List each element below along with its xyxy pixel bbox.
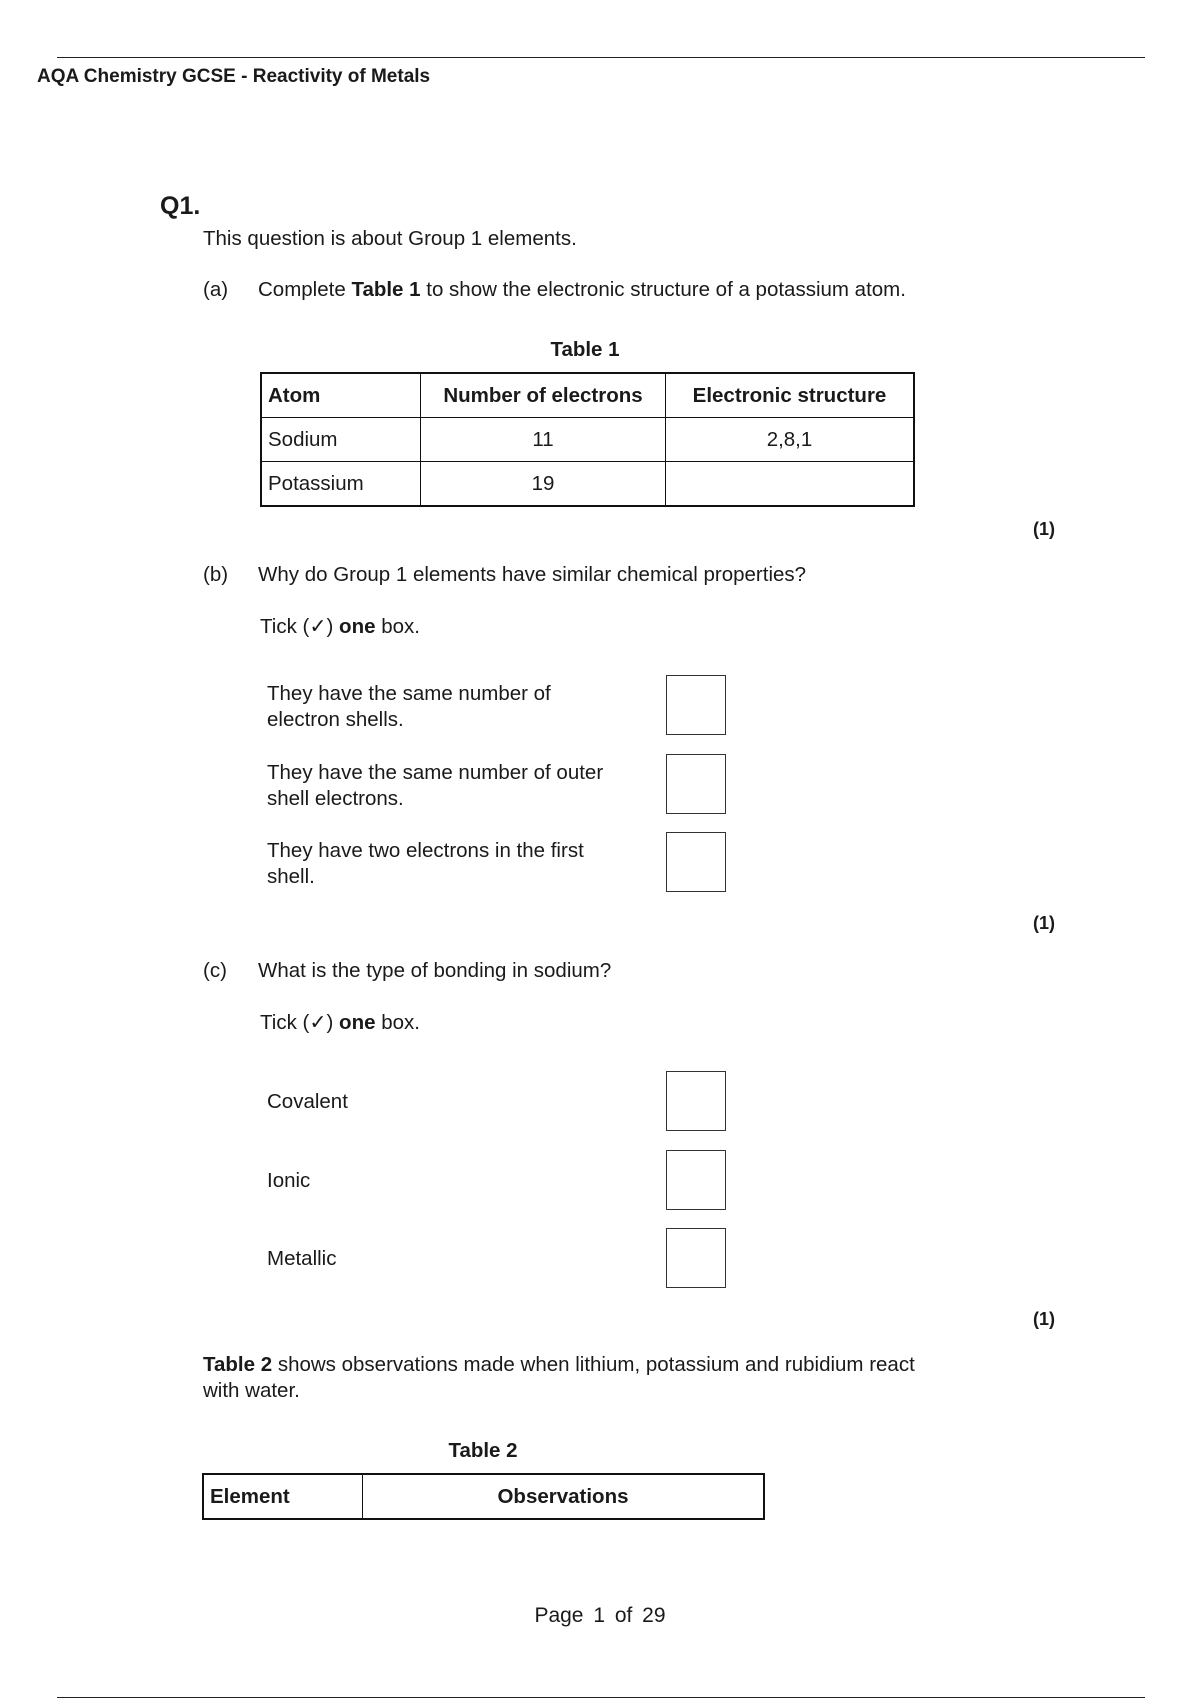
part-a-prefix: Complete	[258, 278, 352, 301]
table1-cell-electrons: 11	[421, 418, 666, 462]
part-c-option-metallic: Metallic	[267, 1247, 337, 1270]
option-line: They have the same number of outer	[267, 761, 604, 784]
table2-intro-text: shows observations made when lithium, potassium and rubidium react	[272, 1353, 915, 1376]
part-c-option-ionic: Ionic	[267, 1169, 311, 1192]
question-number: Q1.	[160, 192, 201, 220]
table1-header-electrons: Number of electrons	[421, 373, 666, 418]
part-b-option-3	[267, 838, 647, 890]
part-b-question: Why do Group 1 elements have similar chemical properties?	[258, 563, 807, 586]
part-c-question: What is the type of bonding in sodium?	[258, 959, 612, 982]
part-c-tick-instruction	[260, 1010, 420, 1036]
table2-intro	[203, 1352, 915, 1404]
part-c-option-covalent: Covalent	[267, 1090, 348, 1113]
part-b-checkbox-3[interactable]	[666, 832, 726, 892]
tick-prefix: Tick (✓)	[260, 615, 340, 638]
part-c-checkbox-covalent[interactable]	[666, 1071, 726, 1131]
table2	[202, 1473, 765, 1520]
part-b-marks: (1)	[1033, 913, 1055, 933]
part-b-option-2	[267, 760, 647, 812]
table2-intro-line-1	[203, 1352, 915, 1378]
part-a-marks: (1)	[1033, 519, 1055, 539]
table1-cell-atom: Potassium	[261, 462, 421, 507]
table2-header-observations: Observations	[363, 1474, 765, 1519]
part-c-marks: (1)	[1033, 1309, 1055, 1329]
part-a-suffix: to show the electronic structure of a potassium atom.	[420, 278, 906, 301]
option-line: electron shells.	[267, 708, 404, 731]
option-line: They have the same number of	[267, 682, 551, 705]
part-a-table-ref: Table 1	[351, 278, 421, 301]
table2-ref: Table 2	[203, 1353, 273, 1376]
table1-cell-structure: 2,8,1	[666, 418, 915, 462]
page-number: Page 1 of 29	[534, 1604, 666, 1627]
table2-intro-line-2: with water.	[203, 1379, 300, 1402]
option-line: shell.	[267, 865, 315, 888]
table1-caption: Table 1	[550, 338, 620, 361]
option-line: shell electrons.	[267, 787, 404, 810]
table1-cell-atom: Sodium	[261, 418, 421, 462]
table1-cell-electrons: 19	[421, 462, 666, 507]
part-a-label: (a)	[203, 278, 229, 301]
table-row	[261, 462, 914, 507]
table1-answer-cell[interactable]	[666, 462, 915, 507]
table1-header-atom: Atom	[261, 373, 421, 418]
part-b-checkbox-2[interactable]	[666, 754, 726, 814]
part-b-checkbox-1[interactable]	[666, 675, 726, 735]
tick-one: one	[339, 1011, 376, 1034]
table-row	[261, 418, 914, 462]
table1-header-structure: Electronic structure	[666, 373, 915, 418]
option-line: They have two electrons in the first	[267, 839, 584, 862]
part-c-checkbox-ionic[interactable]	[666, 1150, 726, 1210]
tick-suffix: box.	[375, 1011, 420, 1034]
header-rule	[57, 57, 1145, 58]
table2-header-row	[203, 1474, 764, 1519]
tick-prefix: Tick (✓)	[260, 1011, 340, 1034]
part-a-question	[258, 277, 906, 303]
table2-header-element: Element	[203, 1474, 363, 1519]
header-title: AQA Chemistry GCSE - Reactivity of Metals	[37, 66, 431, 87]
part-b-tick-instruction	[260, 614, 420, 640]
tick-suffix: box.	[375, 615, 420, 638]
part-b-option-1	[267, 681, 647, 733]
footer-rule	[57, 1697, 1145, 1698]
table1	[260, 372, 915, 507]
part-c-checkbox-metallic[interactable]	[666, 1228, 726, 1288]
part-b-label: (b)	[203, 563, 229, 586]
part-c-label: (c)	[203, 959, 227, 982]
question-intro: This question is about Group 1 elements.	[203, 227, 577, 250]
tick-one: one	[339, 615, 376, 638]
table2-caption: Table 2	[448, 1439, 518, 1462]
table1-header-row	[261, 373, 914, 418]
